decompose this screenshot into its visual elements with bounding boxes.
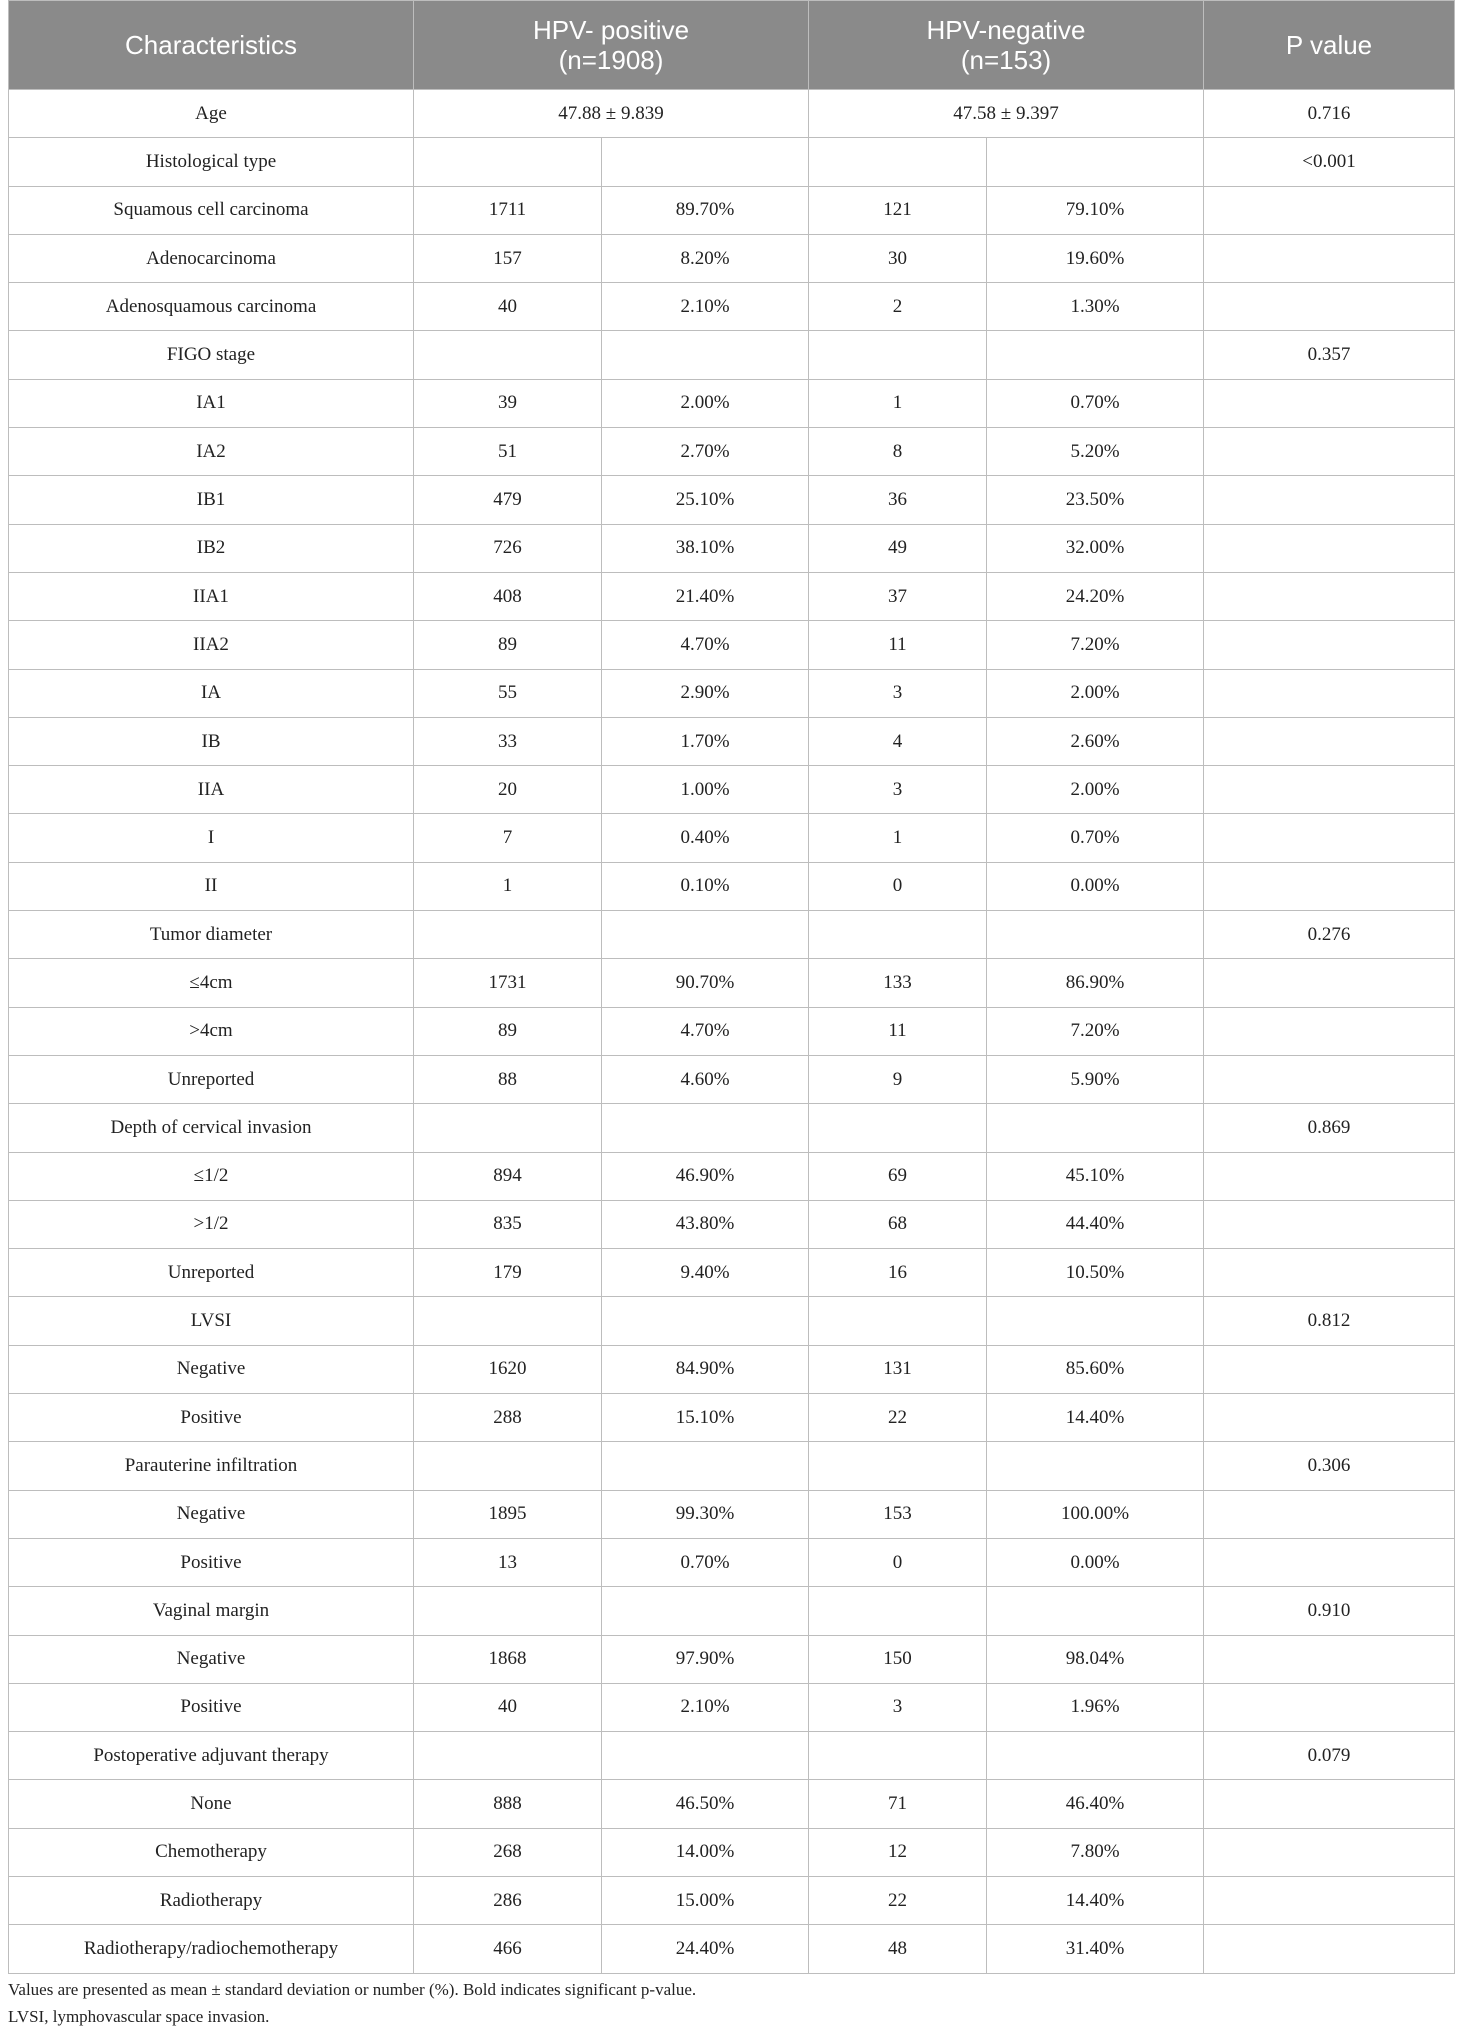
table-row [9, 959, 1455, 1007]
cell-hpv-negative-n: 11 [809, 621, 987, 669]
cell-hpv-positive-n: 888 [414, 1780, 602, 1828]
cell-p-value [1204, 1683, 1455, 1731]
cell-hpv-positive-n: 288 [414, 1394, 602, 1442]
cell-hpv-negative-pct: 2.00% [987, 669, 1204, 717]
table-row [9, 766, 1455, 814]
cell-hpv-negative-pct: 7.20% [987, 621, 1204, 669]
cell-hpv-negative-pct: 14.40% [987, 1876, 1204, 1924]
cell-hpv-negative-pct [987, 1297, 1204, 1345]
cell-label: I [9, 814, 414, 862]
cell-hpv-negative-n: 3 [809, 1683, 987, 1731]
cell-hpv-positive-n: 39 [414, 379, 602, 427]
table-row [9, 1925, 1455, 1973]
cell-hpv-positive-n: 13 [414, 1538, 602, 1586]
table-row [9, 1297, 1455, 1345]
cell-hpv-negative-n: 8 [809, 428, 987, 476]
cell-hpv-negative-pct: 86.90% [987, 959, 1204, 1007]
cell-p-value [1204, 1007, 1455, 1055]
cell-hpv-negative-n: 3 [809, 766, 987, 814]
cell-hpv-positive-n [414, 911, 602, 959]
cell-hpv-positive-n: 7 [414, 814, 602, 862]
cell-hpv-positive-pct: 1.00% [602, 766, 809, 814]
cell-hpv-positive-pct: 46.90% [602, 1152, 809, 1200]
table-row [9, 1249, 1455, 1297]
cell-hpv-negative-pct [987, 1442, 1204, 1490]
table-row [9, 1055, 1455, 1103]
cell-hpv-positive-pct: 25.10% [602, 476, 809, 524]
cell-hpv-negative-pct [987, 1732, 1204, 1780]
cell-hpv-negative-n: 48 [809, 1925, 987, 1973]
cell-hpv-positive-n: 40 [414, 1683, 602, 1731]
cell-hpv-positive-n: 835 [414, 1200, 602, 1248]
cell-hpv-negative-n: 0 [809, 1538, 987, 1586]
cell-p-value [1204, 1249, 1455, 1297]
cell-hpv-positive-pct: 89.70% [602, 186, 809, 234]
cell-hpv-negative-pct [987, 911, 1204, 959]
cell-label: II [9, 862, 414, 910]
cell-hpv-positive-n: 88 [414, 1055, 602, 1103]
table-row [9, 1587, 1455, 1635]
cell-hpv-negative-n [809, 1732, 987, 1780]
cell-hpv-positive-pct: 15.00% [602, 1876, 809, 1924]
cell-p-value [1204, 669, 1455, 717]
cell-label: IA [9, 669, 414, 717]
cell-p-value [1204, 476, 1455, 524]
table-row [9, 524, 1455, 572]
cell-label: Negative [9, 1635, 414, 1683]
cell-label: IA2 [9, 428, 414, 476]
cell-hpv-negative-pct: 0.70% [987, 379, 1204, 427]
cell-p-value [1204, 186, 1455, 234]
cell-hpv-positive-n [414, 1297, 602, 1345]
table-row [9, 138, 1455, 186]
cell-hpv-positive-pct: 46.50% [602, 1780, 809, 1828]
cell-hpv-positive-pct: 2.90% [602, 669, 809, 717]
table-row [9, 1152, 1455, 1200]
table-row [9, 476, 1455, 524]
cell-label: Squamous cell carcinoma [9, 186, 414, 234]
table-row-age [9, 90, 1455, 138]
cell-p-value [1204, 1394, 1455, 1442]
cell-hpv-negative-pct: 46.40% [987, 1780, 1204, 1828]
table-row [9, 1876, 1455, 1924]
table-row [9, 428, 1455, 476]
cell-hpv-positive-pct: 38.10% [602, 524, 809, 572]
header-hpv-negative: HPV-negative (n=153) [809, 1, 1204, 90]
cell-hpv-positive-pct: 2.70% [602, 428, 809, 476]
cell-hpv-positive-n: 408 [414, 572, 602, 620]
cell-p-value [1204, 862, 1455, 910]
cell-p-value [1204, 1780, 1455, 1828]
cell-label: Positive [9, 1683, 414, 1731]
cell-p-value [1204, 1152, 1455, 1200]
cell-hpv-negative-n: 3 [809, 669, 987, 717]
cell-hpv-negative-pct: 7.80% [987, 1828, 1204, 1876]
cell-label: Unreported [9, 1249, 414, 1297]
cell-hpv-positive-pct: 99.30% [602, 1490, 809, 1538]
cell-p-value [1204, 814, 1455, 862]
cell-hpv-positive-pct: 84.90% [602, 1345, 809, 1393]
cell-label: Negative [9, 1490, 414, 1538]
cell-hpv-positive-n [414, 1587, 602, 1635]
cell-hpv-negative-n: 22 [809, 1876, 987, 1924]
cell-hpv-positive-pct: 4.70% [602, 621, 809, 669]
cell-hpv-negative-pct [987, 1104, 1204, 1152]
cell-label: >1/2 [9, 1200, 414, 1248]
cell-hpv-negative-n [809, 1442, 987, 1490]
characteristics-table [8, 0, 1455, 1974]
cell-hpv-negative-n: 16 [809, 1249, 987, 1297]
cell-label: None [9, 1780, 414, 1828]
cell-label: ≤1/2 [9, 1152, 414, 1200]
cell-hpv-positive-pct: 8.20% [602, 234, 809, 282]
cell-p-value [1204, 572, 1455, 620]
cell-hpv-positive-pct [602, 1104, 809, 1152]
cell-hpv-positive-n: 89 [414, 1007, 602, 1055]
cell-label: Postoperative adjuvant therapy [9, 1732, 414, 1780]
cell-label: Vaginal margin [9, 1587, 414, 1635]
cell-p-value: <0.001 [1204, 138, 1455, 186]
cell-hpv-negative-n: 22 [809, 1394, 987, 1442]
cell-hpv-positive-n: 726 [414, 524, 602, 572]
header-characteristics: Characteristics [9, 1, 414, 90]
cell-label: Unreported [9, 1055, 414, 1103]
table-row [9, 1200, 1455, 1248]
cell-label: IB1 [9, 476, 414, 524]
cell-hpv-positive-n: 1620 [414, 1345, 602, 1393]
cell-p-value [1204, 1345, 1455, 1393]
cell-hpv-negative-n: 131 [809, 1345, 987, 1393]
cell-hpv-positive-pct [602, 1587, 809, 1635]
cell-hpv-negative-n [809, 1587, 987, 1635]
cell-p-value: 0.357 [1204, 331, 1455, 379]
cell-hpv-positive-pct [602, 911, 809, 959]
cell-hpv-negative-pct: 0.00% [987, 862, 1204, 910]
cell-hpv-positive-pct: 0.40% [602, 814, 809, 862]
table-row [9, 234, 1455, 282]
cell-hpv-negative-n [809, 911, 987, 959]
cell-p-value [1204, 766, 1455, 814]
cell-hpv-negative-n: 49 [809, 524, 987, 572]
cell-label: Adenosquamous carcinoma [9, 283, 414, 331]
table-row [9, 621, 1455, 669]
cell-p-value [1204, 524, 1455, 572]
cell-hpv-negative-pct: 98.04% [987, 1635, 1204, 1683]
cell-hpv-negative-pct: 2.60% [987, 717, 1204, 765]
cell-hpv-positive-pct: 15.10% [602, 1394, 809, 1442]
cell-label: Depth of cervical invasion [9, 1104, 414, 1152]
table-row [9, 1538, 1455, 1586]
cell-p-value: 0.306 [1204, 1442, 1455, 1490]
cell-hpv-positive-n: 286 [414, 1876, 602, 1924]
table-row [9, 1394, 1455, 1442]
table-row [9, 1683, 1455, 1731]
cell-hpv-negative-pct: 23.50% [987, 476, 1204, 524]
cell-p-value: 0.910 [1204, 1587, 1455, 1635]
cell-hpv-negative-n: 30 [809, 234, 987, 282]
cell-hpv-positive-n [414, 1442, 602, 1490]
cell-hpv-positive-n [414, 1732, 602, 1780]
cell-hpv-negative-pct: 2.00% [987, 766, 1204, 814]
cell-hpv-negative-pct: 5.20% [987, 428, 1204, 476]
cell-hpv-negative-n: 0 [809, 862, 987, 910]
cell-p-value [1204, 283, 1455, 331]
cell-hpv-negative-pct: 14.40% [987, 1394, 1204, 1442]
cell-hpv-negative-pct: 5.90% [987, 1055, 1204, 1103]
cell-hpv-positive-n: 179 [414, 1249, 602, 1297]
cell-hpv-negative-n: 9 [809, 1055, 987, 1103]
cell-label: IB [9, 717, 414, 765]
cell-hpv-positive-n: 55 [414, 669, 602, 717]
cell-label: Positive [9, 1394, 414, 1442]
cell-hpv-negative-n [809, 138, 987, 186]
cell-label: IIA [9, 766, 414, 814]
cell-hpv-negative-pct [987, 331, 1204, 379]
cell-label: ≤4cm [9, 959, 414, 1007]
cell-hpv-negative-pct: 19.60% [987, 234, 1204, 282]
cell-hpv-positive-pct: 2.10% [602, 283, 809, 331]
cell-hpv-positive-n: 1895 [414, 1490, 602, 1538]
cell-hpv-positive-pct: 1.70% [602, 717, 809, 765]
cell-hpv-positive-n: 1868 [414, 1635, 602, 1683]
cell-hpv-positive-pct [602, 1732, 809, 1780]
cell-label: IB2 [9, 524, 414, 572]
table-row [9, 911, 1455, 959]
cell-hpv-negative-pct: 100.00% [987, 1490, 1204, 1538]
cell-hpv-positive-pct: 2.00% [602, 379, 809, 427]
cell-label: IIA2 [9, 621, 414, 669]
cell-hpv-negative-n: 1 [809, 814, 987, 862]
header-p-value: P value [1204, 1, 1455, 90]
cell-hpv-negative-n: 133 [809, 959, 987, 1007]
cell-hpv-negative-n: 11 [809, 1007, 987, 1055]
cell-hpv-negative-n: 69 [809, 1152, 987, 1200]
cell-hpv-positive-pct: 21.40% [602, 572, 809, 620]
cell-hpv-negative-mean: 47.58 ± 9.397 [809, 90, 1204, 138]
cell-p-value: 0.079 [1204, 1732, 1455, 1780]
cell-hpv-positive-pct: 2.10% [602, 1683, 809, 1731]
table-row [9, 669, 1455, 717]
cell-hpv-positive-n [414, 1104, 602, 1152]
cell-p-value [1204, 1200, 1455, 1248]
cell-hpv-positive-pct [602, 1442, 809, 1490]
cell-p-value [1204, 1055, 1455, 1103]
cell-hpv-positive-pct: 97.90% [602, 1635, 809, 1683]
table-container [8, 0, 1454, 1974]
table-row [9, 1732, 1455, 1780]
cell-hpv-negative-pct: 0.70% [987, 814, 1204, 862]
cell-label: Parauterine infiltration [9, 1442, 414, 1490]
cell-p-value [1204, 234, 1455, 282]
cell-hpv-positive-n: 1731 [414, 959, 602, 1007]
cell-hpv-negative-n: 150 [809, 1635, 987, 1683]
cell-p-value [1204, 1538, 1455, 1586]
cell-p-value [1204, 621, 1455, 669]
table-row [9, 1490, 1455, 1538]
cell-hpv-positive-pct: 0.70% [602, 1538, 809, 1586]
cell-hpv-positive-n: 268 [414, 1828, 602, 1876]
cell-hpv-negative-n: 71 [809, 1780, 987, 1828]
cell-label: Radiotherapy/radiochemotherapy [9, 1925, 414, 1973]
cell-hpv-positive-n: 89 [414, 621, 602, 669]
cell-hpv-negative-pct: 31.40% [987, 1925, 1204, 1973]
table-row [9, 1780, 1455, 1828]
cell-p-value: 0.869 [1204, 1104, 1455, 1152]
table-row [9, 331, 1455, 379]
header-hpv-positive: HPV- positive (n=1908) [414, 1, 809, 90]
cell-hpv-negative-pct: 10.50% [987, 1249, 1204, 1297]
cell-hpv-positive-mean: 47.88 ± 9.839 [414, 90, 809, 138]
table-row [9, 862, 1455, 910]
cell-hpv-negative-pct [987, 138, 1204, 186]
cell-hpv-positive-pct [602, 1297, 809, 1345]
footnote-lvsi: LVSI, lymphovascular space invasion. [8, 2007, 270, 2026]
cell-hpv-positive-pct [602, 331, 809, 379]
cell-label: LVSI [9, 1297, 414, 1345]
cell-p-value [1204, 1876, 1455, 1924]
cell-hpv-negative-n: 1 [809, 379, 987, 427]
cell-hpv-positive-pct: 0.10% [602, 862, 809, 910]
cell-hpv-negative-pct: 24.20% [987, 572, 1204, 620]
cell-hpv-negative-pct: 32.00% [987, 524, 1204, 572]
cell-label: Chemotherapy [9, 1828, 414, 1876]
cell-hpv-negative-n: 153 [809, 1490, 987, 1538]
cell-label: FIGO stage [9, 331, 414, 379]
cell-label: Histological type [9, 138, 414, 186]
table-footnotes [8, 1976, 1454, 2030]
cell-hpv-positive-n: 40 [414, 283, 602, 331]
cell-label: Tumor diameter [9, 911, 414, 959]
table-row [9, 1345, 1455, 1393]
cell-hpv-positive-n [414, 331, 602, 379]
cell-hpv-positive-n: 894 [414, 1152, 602, 1200]
cell-hpv-positive-pct: 9.40% [602, 1249, 809, 1297]
cell-hpv-negative-pct: 79.10% [987, 186, 1204, 234]
cell-p-value: 0.716 [1204, 90, 1455, 138]
cell-hpv-negative-n: 2 [809, 283, 987, 331]
cell-label: >4cm [9, 1007, 414, 1055]
cell-hpv-positive-n: 466 [414, 1925, 602, 1973]
cell-hpv-positive-n: 51 [414, 428, 602, 476]
cell-hpv-negative-pct: 44.40% [987, 1200, 1204, 1248]
cell-hpv-positive-pct: 90.70% [602, 959, 809, 1007]
cell-hpv-positive-pct: 43.80% [602, 1200, 809, 1248]
table-header-row [9, 1, 1455, 90]
cell-hpv-negative-pct: 0.00% [987, 1538, 1204, 1586]
cell-p-value [1204, 1828, 1455, 1876]
cell-label: Positive [9, 1538, 414, 1586]
cell-hpv-negative-n: 121 [809, 186, 987, 234]
table-row [9, 814, 1455, 862]
cell-p-value: 0.812 [1204, 1297, 1455, 1345]
cell-label: Negative [9, 1345, 414, 1393]
cell-hpv-negative-pct: 1.30% [987, 283, 1204, 331]
cell-label: Adenocarcinoma [9, 234, 414, 282]
cell-hpv-negative-pct: 85.60% [987, 1345, 1204, 1393]
table-row [9, 717, 1455, 765]
cell-hpv-positive-n: 33 [414, 717, 602, 765]
footnote-values: Values are presented as mean ± standard deviation or number (%). Bold indicates significant p-value. [8, 1980, 697, 1999]
table-row [9, 1635, 1455, 1683]
cell-p-value [1204, 1635, 1455, 1683]
table-row [9, 1828, 1455, 1876]
cell-p-value: 0.276 [1204, 911, 1455, 959]
cell-hpv-negative-pct: 1.96% [987, 1683, 1204, 1731]
cell-label: Radiotherapy [9, 1876, 414, 1924]
cell-p-value [1204, 379, 1455, 427]
cell-hpv-positive-n [414, 138, 602, 186]
cell-p-value [1204, 1490, 1455, 1538]
table-row [9, 1104, 1455, 1152]
table-row [9, 283, 1455, 331]
cell-hpv-negative-pct [987, 1587, 1204, 1635]
cell-hpv-positive-pct: 4.60% [602, 1055, 809, 1103]
cell-hpv-positive-pct: 4.70% [602, 1007, 809, 1055]
cell-hpv-negative-n: 12 [809, 1828, 987, 1876]
cell-hpv-positive-pct [602, 138, 809, 186]
cell-hpv-negative-n: 37 [809, 572, 987, 620]
cell-p-value [1204, 717, 1455, 765]
cell-hpv-positive-pct: 24.40% [602, 1925, 809, 1973]
cell-label: IIA1 [9, 572, 414, 620]
cell-hpv-negative-n: 4 [809, 717, 987, 765]
cell-hpv-negative-n [809, 331, 987, 379]
table-row [9, 186, 1455, 234]
cell-hpv-positive-n: 1711 [414, 186, 602, 234]
table-row [9, 1007, 1455, 1055]
cell-hpv-negative-pct: 45.10% [987, 1152, 1204, 1200]
table-row [9, 379, 1455, 427]
cell-hpv-negative-n [809, 1104, 987, 1152]
cell-label: IA1 [9, 379, 414, 427]
cell-hpv-positive-pct: 14.00% [602, 1828, 809, 1876]
cell-hpv-positive-n: 20 [414, 766, 602, 814]
cell-hpv-positive-n: 1 [414, 862, 602, 910]
cell-hpv-negative-n: 68 [809, 1200, 987, 1248]
cell-p-value [1204, 1925, 1455, 1973]
table-row [9, 572, 1455, 620]
cell-hpv-positive-n: 157 [414, 234, 602, 282]
cell-label: Age [9, 90, 414, 138]
cell-hpv-negative-n: 36 [809, 476, 987, 524]
cell-hpv-positive-n: 479 [414, 476, 602, 524]
cell-p-value [1204, 428, 1455, 476]
cell-hpv-negative-pct: 7.20% [987, 1007, 1204, 1055]
table-row [9, 1442, 1455, 1490]
cell-p-value [1204, 959, 1455, 1007]
cell-hpv-negative-n [809, 1297, 987, 1345]
